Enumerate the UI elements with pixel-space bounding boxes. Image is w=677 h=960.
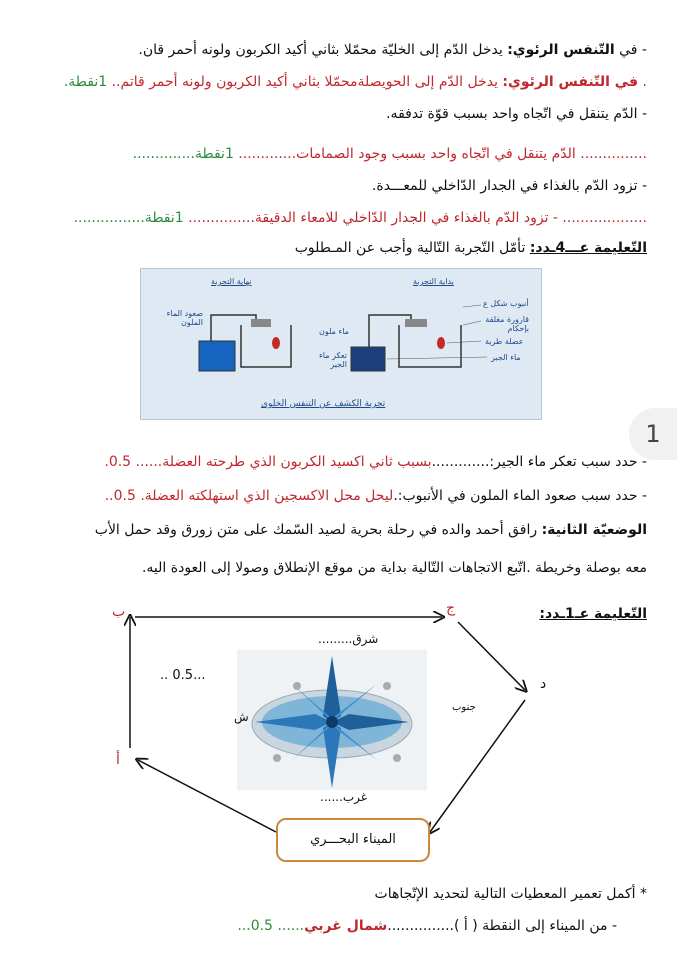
- line-3: - الدّم يتنقل في اتّجاه واحد بسبب قوّة تدفقه.: [386, 106, 647, 122]
- port-box: الميناء البحـــري: [276, 818, 430, 862]
- line-1: - في التّنفس الرئوي: يدخل الدّم إلى الخليّة محمّلا بثاني أكيد الكربون ولونه أحمر قان.: [138, 42, 647, 58]
- line-4: ............... الدّم يتنقل في اتّجاه واحد بسبب وجود الصمامات............. 1نقطة..............: [132, 146, 647, 162]
- south-label: جنوب: [452, 702, 476, 713]
- lime-water-label: ماء الجير: [491, 353, 521, 362]
- situation-2: الوضعيّة الثانية: رافق أحمد والده في رحلة بحرية لصيد السّمك على متن زورق وقد حمل الأب: [94, 522, 647, 538]
- question-1: - حدد سبب تعكر ماء الجير:.............بسبب ثاني اكسيد الكربون الذي طرحته العضلة...... 0.5.: [104, 454, 647, 470]
- west-label: غرب......: [320, 790, 368, 804]
- end-label: نهاية التجربة: [211, 277, 252, 286]
- cloudy-lime-label: تعكر ماء الجير: [319, 351, 347, 369]
- compass-rose-icon: [237, 650, 427, 790]
- line-6: ................... - تزود الدّم بالغذاء في الجدار الدّاخلي للامعاء الدقيقة............... 1نقطة................: [73, 210, 647, 226]
- colored-water-label: ماء ملون: [319, 327, 349, 336]
- flask-label: قارورة مغلقة بإحكام: [485, 315, 529, 333]
- score-label: ...0.5 ..: [160, 668, 206, 683]
- caption: تجربة الكشف عن التنفس الخلوي: [261, 399, 386, 409]
- compass-image: [237, 650, 427, 790]
- east-label: شرق.........: [318, 632, 379, 646]
- situation-2-cont: معه بوصلة وخريطة .اتّبع الاتجاهات التّالية بداية من موقع الإنطلاق وصولا إلى العودة اليه.: [141, 560, 647, 576]
- point-b-label: ب: [112, 604, 126, 620]
- arrow-d-to-port: [430, 700, 525, 832]
- point-a-label: أ: [116, 752, 120, 768]
- instruction-1: التّعليمة عـ1ـدد:: [539, 606, 647, 622]
- complete-title: * أكمل تعمير المعطيات التالية لتحديد الإتّجاهات: [374, 886, 647, 902]
- rising-water-label: صعود الماء الملون: [166, 309, 203, 327]
- arrow-j-to-d: [458, 622, 525, 690]
- instruction-4: التّعليمة عـــ4ـدد: تأمّل التّجربة التّالية وأجب عن المـطلوب: [294, 240, 647, 256]
- from-port-line: - من الميناء إلى النقطة ( أ )...............شمال غربي...... 0.5...: [237, 918, 617, 934]
- line-2: . في التّنفس الرئوي: يدخل الدّم إلى الحويصلةمحمّلا بثاني أكيد الكربون ولونه أحمر قاتم.. 1نقطة.: [63, 74, 647, 90]
- point-d-label: د: [540, 676, 547, 692]
- tube-label: أنبوب شكل ع: [483, 299, 529, 308]
- page-number: 1: [629, 408, 677, 460]
- question-2: - حدد سبب صعود الماء الملون في الأنبوب:.ليحل محل الاكسجين الذي استهلكته العضلة. 0.5..: [104, 488, 647, 504]
- line-5: - تزود الدّم بالغذاء في الجدار الدّاخلي للمعـــدة.: [371, 178, 647, 194]
- muscle-label: عضلة طرية: [485, 337, 524, 346]
- start-label: بداية التجربة: [413, 277, 454, 286]
- north-label: ش: [234, 710, 249, 724]
- point-j-label: ج: [446, 600, 456, 616]
